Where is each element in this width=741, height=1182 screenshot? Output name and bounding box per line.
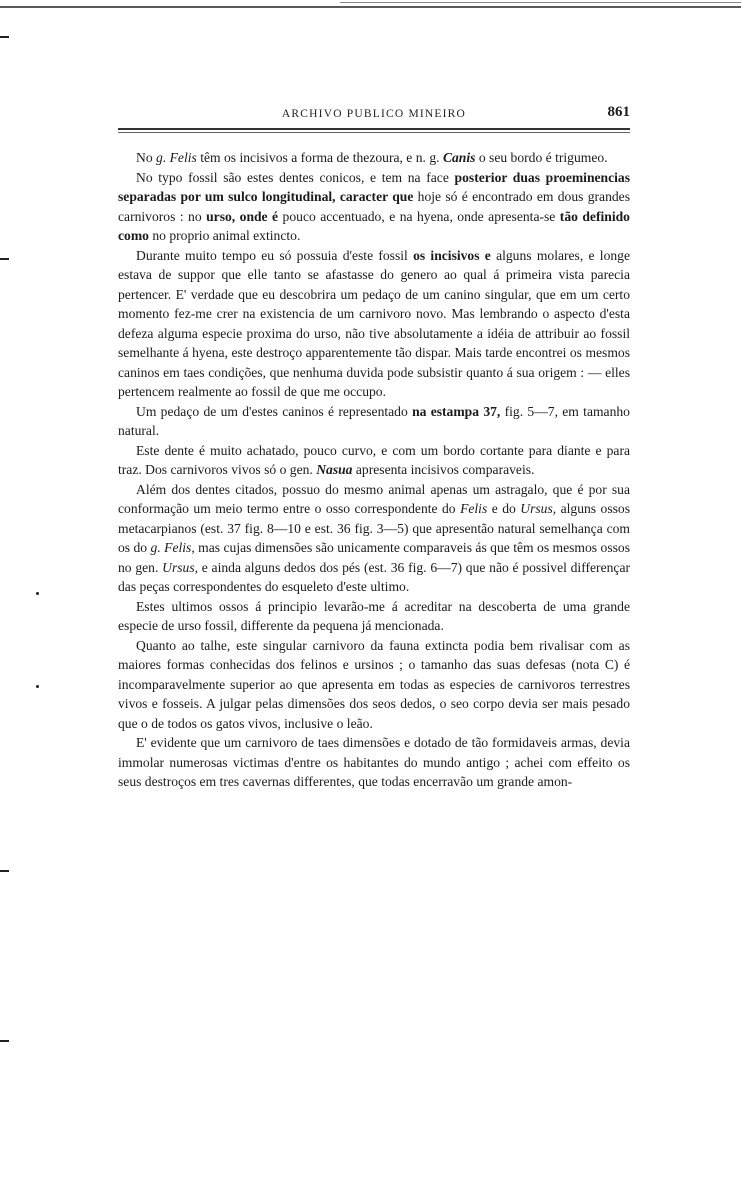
text-run: alguns molares, e longe estava de suppor que elle tanto se afastasse do genero ao qual á primeira vista parecia pertencer. E' verdade que eu descobrira um pedaço de um canino singular, que em um certo momento fez-me crer na existencia de um carnivoro novo. Mas lembrando o aspecto d'esta defeza alguma especie proxima do urso, não tive absolutamente a idéia de attribuir ao fossil semelhante á hyena, este destroço apparentemente tão dispar. Mais tarde encontrei os mesmos caninos em taes condições, que nenhuma duvida pode subsistir quanto á sua origem : — elles pertencem realmente ao fossil de que me occupo. [118, 247, 630, 399]
paragraph [118, 636, 630, 734]
running-header-title: ARCHIVO PUBLICO MINEIRO [281, 108, 467, 120]
text-run: os incisivos e [413, 247, 491, 263]
text-run: Felis [460, 501, 488, 516]
text-run: Estes ultimos ossos á principio levarão-me á acreditar na descoberta de uma grande especie de urso fossil, differente da pequena já mencionada. [118, 598, 630, 633]
paragraph [118, 441, 630, 480]
paragraph [118, 733, 630, 792]
margin-speck [36, 685, 39, 688]
text-run: E' evidente que um carnivoro de taes dimensões e dotado de tão formidaveis armas, devia immolar numerosas victimas d'entre os habitantes do mundo antigo ; achei com effeito os seus destroços em tres cavernas differentes, que todas encerravão um grande amon- [118, 735, 630, 789]
text-run: urso, onde é [206, 208, 279, 224]
running-header [118, 104, 630, 124]
text-run: pouco accentuado, e na hyena, onde apresenta-se [278, 208, 560, 224]
text-run: Canis [442, 150, 476, 165]
text-run: alguns ossos metacarpianos (est. 37 fig. 8—10 e est. 36 fig. 3—5) que apresentão natural semelhança com os do [118, 501, 631, 555]
page-number: 861 [607, 104, 630, 120]
text-run: No [136, 150, 157, 165]
text-run: na estampa 37, [412, 403, 501, 419]
scan-top-edge-thin [340, 2, 741, 3]
text-run: Ursus, [162, 559, 199, 575]
paragraph [118, 480, 630, 597]
text-run: Quanto ao talhe, este singular carnivoro da fauna extincta podia bem rivalisar com as maiores formas conhecidas dos felinos e ursinos ; o tamanho das suas defesas (nota C) é incomparavelmente superior ao que apresenta em todas as especies de carnivoros terrestres vivos e fosseis. A julgar pelas dimensões dos seos dedos, o seo corpo devia ser mais pesado que o de todos os gatos vivos, inclusive o leão. [118, 637, 630, 731]
text-run: Nasua [316, 462, 353, 477]
header-rule [118, 128, 630, 130]
paragraph [118, 246, 630, 402]
margin-speck [36, 592, 39, 595]
paragraph [118, 597, 630, 636]
binding-mark [0, 870, 9, 872]
text-run: No typo fossil são estes dentes conicos, e tem na face [136, 169, 455, 185]
text-run: Durante muito tempo eu só possuia d'este fossil [136, 247, 414, 263]
text-run: Ursus, [520, 501, 557, 516]
text-run: e do [487, 501, 521, 516]
scan-top-edge [0, 6, 741, 8]
text-run: têm os incisivos a forma de thezoura, e n. g. [196, 150, 443, 165]
text-run: fig. 5—7, em tamanho natural. [118, 403, 630, 438]
text-run: mas cujas dimensões são unicamente comparaveis ás que têm os mesmos ossos no gen. [118, 540, 630, 575]
text-run: no proprio animal extincto. [148, 228, 301, 243]
text-run: Este dente é muito achatado, pouco curvo, e com um bordo cortante para diante e para traz. Dos carnivoros vivos só o gen. [118, 442, 630, 477]
binding-mark [0, 36, 9, 38]
binding-mark [0, 1040, 9, 1042]
paragraph [118, 402, 630, 441]
paragraph [118, 168, 630, 246]
text-run: apresenta incisivos comparaveis. [352, 462, 535, 477]
header-rule-thin [118, 132, 630, 133]
text-run: g. Felis, [150, 540, 195, 555]
text-run: g. Felis [156, 150, 197, 165]
text-run: Além dos dentes citados, possuo do mesmo animal apenas um astragalo, que é por sua conformação um meio termo entre o osso correspondente do [118, 481, 630, 516]
paragraph [118, 148, 630, 168]
text-run: hoje só é encontrado em dous grandes carnivoros : no [118, 189, 630, 224]
page-body [118, 148, 630, 792]
text-run: Um pedaço de um d'estes caninos é representado [136, 403, 413, 419]
binding-mark [0, 258, 9, 260]
text-run: e ainda alguns dedos dos pés (est. 36 fig. 6—7) que não é possivel differençar das peças correspondentes do esqueleto d'este ultimo. [118, 559, 630, 594]
text-run: tão definido como [118, 208, 630, 243]
text-run: posterior duas proeminencias separadas por um sulco longitudinal, caracter que [118, 169, 631, 204]
text-run: o seu bordo é trigumeo. [475, 150, 608, 165]
